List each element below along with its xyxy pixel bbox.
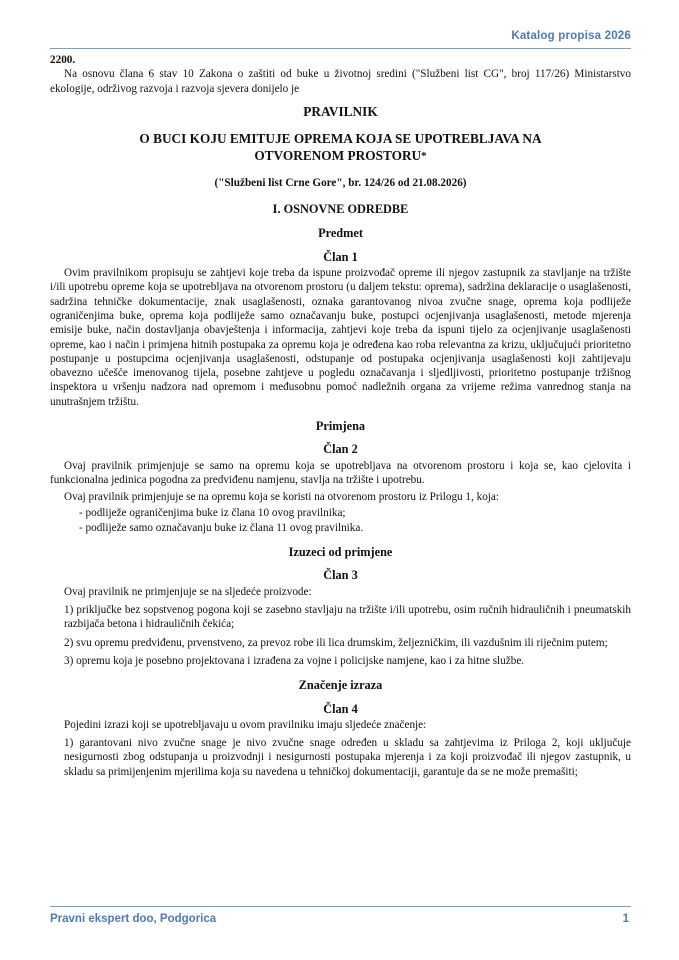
page-header: [50, 0, 631, 49]
article-2-paragraph-1: Ovaj pravilnik primjenjuje se samo na opremu koja se upotrebljava na otvorenom prostoru i koja se, kao cjelovita i funkcionalna jedinica pogodna za predviđenu namjenu, stavlja na tržište i upotrebu.: [50, 459, 631, 486]
page-number: 1: [622, 913, 629, 925]
article-3-heading: Član 3: [323, 568, 358, 583]
gazette-reference: ("Službeni list Crne Gore", br. 124/26 od 21.08.2026): [214, 176, 467, 189]
article-2-paragraph-2: Ovaj pravilnik primjenjuje se na opremu koja se koristi na otvorenom prostoru iz Prilogu 1, koja:: [64, 491, 499, 504]
article-4-heading: Član 4: [323, 701, 358, 716]
article-3-item-3: 3) opremu koja je posebno projektovana i izrađena za vojne i policijske namjene, kao i za hitne službe.: [64, 654, 525, 667]
document-number: 2200.: [50, 54, 76, 66]
document-title: PRAVILNIK: [303, 103, 378, 119]
subheading-znacenje: Značenje izraza: [298, 678, 383, 693]
section-heading: I. OSNOVNE ODREDBE: [272, 202, 409, 217]
article-1-text: Ovim pravilnikom propisuju se zahtjevi koje treba da ispune proizvođač opreme ili njegov zastupnik za stavljanje na tržište i/ili upotrebu opreme koja se upotrebljava na otvorenom prostoru (u daljem tekstu: oprema), sadržina deklaracije o usaglašenosti, sadržina tehničke dokumentacije, znak usaglašenosti, oznaka garantovanog nivoa zvučne snage, oprema koja podliježe ograničenjima buke, oprema koja podliježe samo označavanju buke, postupci ocjenjivanja usaglašenosti, metode mjerenja emisije buke, način dostavljanja obavještenja i informacija, zahtjevi koje treba da ispuni tijelo za ocjenjivanje usaglašenosti opreme, kao i način i primjena hitnih postupaka za opremu koja je određena kao roba relevantna za krizu, uključujući prioritetno postupanje u postupcima ocjenjivanja usaglašenosti, odstupanje od postupaka ocjenjivanja usaglašenosti koji zahtijevaju obavezno učešće imenovanog tijela, posebne zahtjeve u pogledu označavanja i sljedljivosti, prioritetno postupanje tržišnog inspektora u vršenju nadzora nad opremom i međusobnu pomoć nadležnih organa za vrijeme režima vanrednog stanja na unutrašnjem tržištu.: [50, 267, 631, 408]
subheading-primjena: Primjena: [315, 419, 366, 434]
document-body: [50, 53, 631, 779]
article-2-list-item: - podliježe samo označavanju buke iz člana 11 ovog pravilnika.: [79, 521, 364, 534]
article-3-paragraph-1: Ovaj pravilnik ne primjenjuje se na sljedeće proizvode:: [64, 585, 312, 598]
article-1-heading: Član 1: [323, 249, 358, 264]
footer-publisher: Pravni ekspert doo, Podgorica: [50, 913, 217, 925]
subtitle-text: O BUCI KOJU EMITUJE OPREMA KOJA SE UPOTREBLJAVA NA OTVORENOM PROSTORU: [139, 130, 542, 163]
article-3-item-2: 2) svu opremu predviđenu, prvenstveno, za prevoz robe ili lica drumskim, željezničkim, ili vazdušnim ili riječnim putem;: [64, 636, 608, 649]
page-footer: [50, 906, 631, 925]
article-2-list-item: - podliježe ograničenjima buke iz člana 10 ovog pravilnika;: [79, 506, 346, 519]
preamble: Na osnovu člana 6 stav 10 Zakona o zaštiti od buke u životnoj sredini ("Službeni list CG", broj 117/26) Ministarstvo ekologije, održivog razvoja i razvoja sjevera donijelo je: [50, 68, 631, 95]
article-4-item-1: 1) garantovani nivo zvučne snage je nivo zvučne snage određen u skladu sa zahtjevima iz Priloga 2, koji uključuje nesigurnosti zbog odstupanja u proizvodnji i nesigurnosti postupaka mjerenja i za koji proizvođač ili njegov zastupnik, u skladu sa primijenjenim mjerilima koja su navedena u tehničkoj dokumentaciji, garantuje da se ne može premašiti;: [64, 737, 631, 778]
article-2-heading: Član 2: [323, 442, 358, 457]
article-4-paragraph-1: Pojedini izrazi koji se upotrebljavaju u ovom pravilniku imaju sljedeće značenje:: [64, 718, 427, 731]
header-title: Katalog propisa 2026: [511, 30, 631, 42]
article-3-item-1: 1) priključke bez sopstvenog pogona koji se zasebno stavljaju na tržište i/ili upotrebu, osim ručnih hidrauličnih i pneumatskih razbijača betona i hidrauličnih čekića;: [64, 604, 631, 631]
subheading-predmet: Predmet: [318, 226, 363, 241]
subheading-izuzeci: Izuzeci od primjene: [288, 545, 393, 560]
document-subtitle: [50, 130, 631, 165]
footnote-asterisk: *: [421, 149, 427, 162]
